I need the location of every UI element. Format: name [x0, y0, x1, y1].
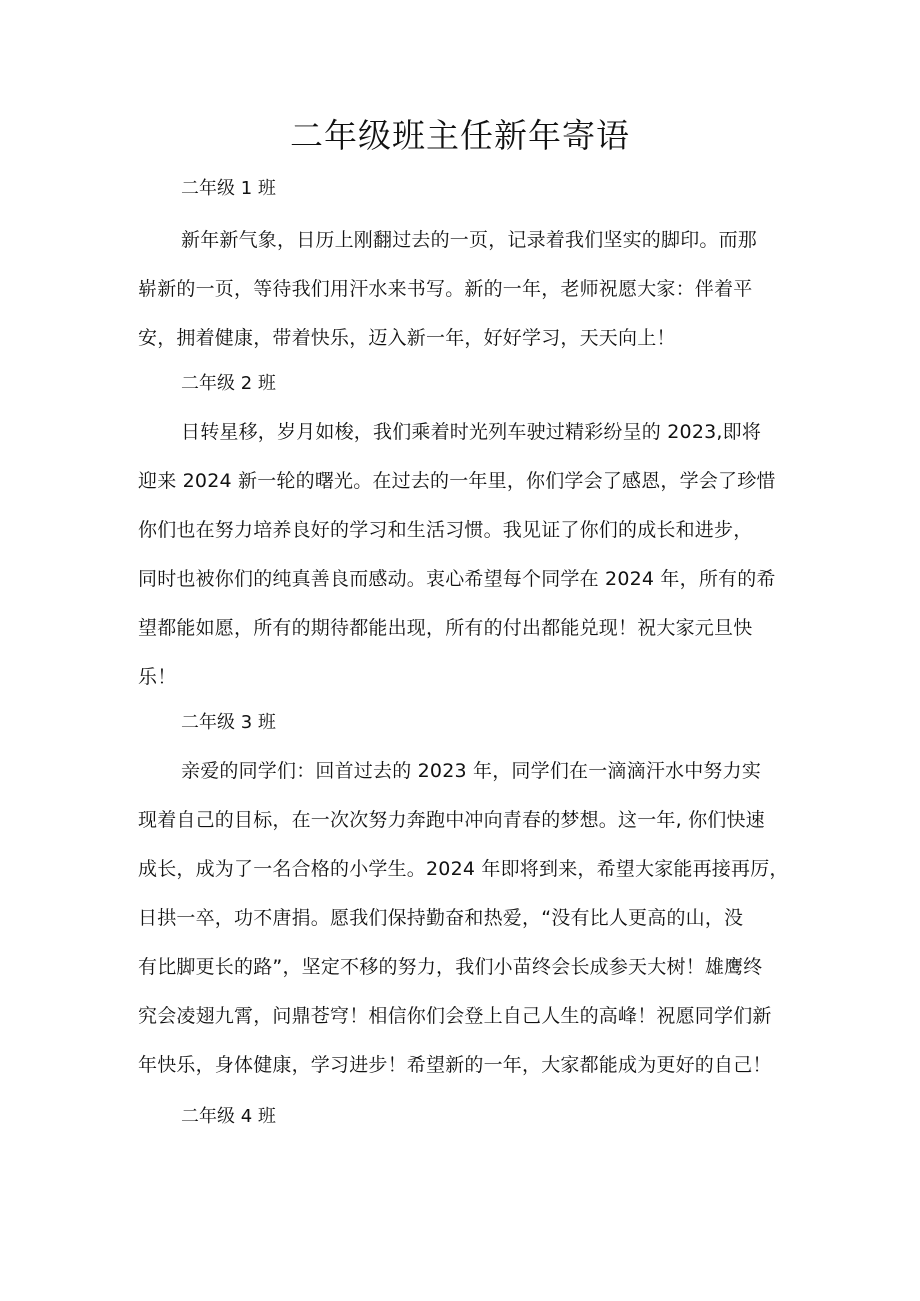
paragraph-line: 成长，成为了一名合格的小学生。2024 年即将到来，希望大家能再接再厉， [138, 858, 789, 880]
paragraph-line: 日转星移，岁月如梭，我们乘着时光列车驶过精彩纷呈的 2023,即将 [181, 421, 762, 443]
paragraph-line: 日拱一卒，功不唐捐。愿我们保持勤奋和热爱，“没有比人更高的山，没 [138, 907, 744, 929]
section-heading-class-2: 二年级 2 班 [181, 373, 276, 394]
section-heading-class-3: 二年级 3 班 [181, 712, 276, 733]
paragraph-line: 望都能如愿，所有的期待都能出现，所有的付出都能兑现！祝大家元旦快 [138, 617, 753, 639]
section-paragraph-class-1 [138, 216, 798, 363]
section-heading-class-1: 二年级 1 班 [181, 178, 276, 199]
section-heading-class-4: 二年级 4 班 [181, 1106, 276, 1127]
paragraph-line: 你们也在努力培养良好的学习和生活习惯。我见证了你们的成长和进步， [138, 519, 753, 541]
paragraph-line: 究会凌翅九霄，问鼎苍穹！相信你们会登上自己人生的高峰！祝愿同学们新 [138, 1005, 772, 1027]
paragraph-line: 有比脚更长的路”，坚定不移的努力，我们小苗终会长成参天大树！雄鹰终 [138, 956, 763, 978]
paragraph-line: 迎来 2024 新一轮的曙光。在过去的一年里，你们学会了感恩，学会了珍惜 [138, 470, 776, 492]
paragraph-line: 安，拥着健康，带着快乐，迈入新一年，好好学习，天天向上！ [138, 327, 676, 349]
paragraph-line: 同时也被你们的纯真善良而感动。衷心希望每个同学在 2024 年，所有的希 [138, 568, 776, 590]
paragraph-line: 年快乐，身体健康，学习进步！希望新的一年，大家都能成为更好的自己！ [138, 1054, 772, 1076]
paragraph-line: 崭新的一页，等待我们用汗水来书写。新的一年，老师祝愿大家：伴着平 [138, 278, 753, 300]
paragraph-line: 新年新气象，日历上刚翻过去的一页，记录着我们坚实的脚印。而那 [181, 229, 758, 251]
paragraph-line: 乐！ [138, 666, 177, 688]
section-paragraph-class-3 [138, 747, 798, 1090]
paragraph-line: 亲爱的同学们：回首过去的 2023 年，同学们在一滴滴汗水中努力实 [181, 760, 762, 782]
paragraph-line: 现着自己的目标，在一次次努力奔跑中冲向青春的梦想。这一年, 你们快速 [138, 809, 765, 831]
section-paragraph-class-2 [138, 408, 798, 702]
document-title: 二年级班主任新年寄语 [290, 116, 630, 155]
